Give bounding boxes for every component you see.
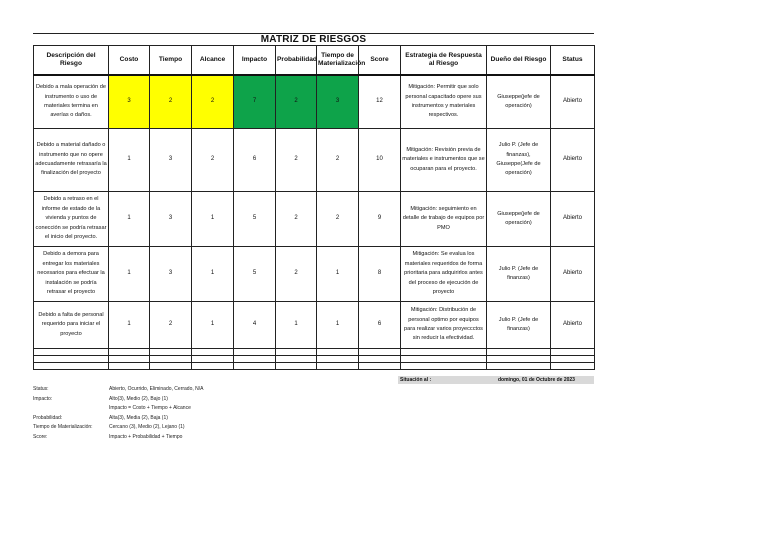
cell-materializacion: 2 (317, 129, 359, 192)
cell-impacto: 7 (234, 75, 276, 129)
table-row (34, 75, 595, 129)
page-title: MATRIZ DE RIESGOS (260, 34, 367, 45)
header-row (34, 46, 595, 76)
cell-tiempo: 3 (150, 247, 192, 302)
cell-impacto: 4 (234, 302, 276, 349)
cell-dueno: Giuseppe(jefe de operación) (487, 75, 551, 129)
cell-score: 10 (359, 129, 401, 192)
cell-descripcion: Debido a mala operación de instrumento o uso de materiales termina en averías o daños. (34, 75, 109, 129)
cell-descripcion: Debido a demora para entregar los materiales necesarios para efectuar la instalación se podría retrasar el proyecto (34, 247, 109, 302)
cell-probabilidad: 2 (276, 247, 317, 302)
cell-dueno: Julio P. (Jefe de finanzas), Giuseppe(Jefe de operación) (487, 129, 551, 192)
cell-impacto: 5 (234, 247, 276, 302)
cell-probabilidad: 1 (276, 302, 317, 349)
cell-dueno: Julio P. (Jefe de finanzas) (487, 302, 551, 349)
situacion-label: Situación al : (400, 377, 432, 383)
cell-costo: 1 (109, 129, 150, 192)
cell-alcance: 1 (192, 247, 234, 302)
cell-probabilidad: 2 (276, 192, 317, 247)
header-dueno: Dueño del Riesgo (487, 46, 551, 76)
cell-materializacion: 2 (317, 192, 359, 247)
cell-tiempo: 3 (150, 129, 192, 192)
cell-materializacion: 1 (317, 302, 359, 349)
cell-dueno: Julio P. (Jefe de finanzas) (487, 247, 551, 302)
cell-costo: 1 (109, 192, 150, 247)
table-row (34, 247, 595, 302)
cell-estrategia: Mitigación: Permitir que solo personal capacitado opere sus instrumentos y materiales respectivos. (401, 75, 487, 129)
cell-status: Abierto (551, 192, 595, 247)
header-estrategia: Estrategia de Respuesta al Riesgo (401, 46, 487, 76)
header-alcance: Alcance (192, 46, 234, 76)
cell-estrategia: Mitigación: Se evalua los materiales requeridos de forma prioritaria para adquirirlos antes del proceso de ejecución de proyecto (401, 247, 487, 302)
situacion-date: domingo, 01 de Octubre de 2023 (498, 377, 575, 383)
table-row (34, 302, 595, 349)
cell-estrategia: Mitigación: Revisión previa de materiales e instrumentos que se ocuparan para el proyecto. (401, 129, 487, 192)
header-materializacion: Tiempo de Materialización (317, 46, 359, 76)
cell-tiempo: 2 (150, 302, 192, 349)
cell-estrategia: Mitigación: Distribución de personal optimo por equipos para realizar varios proyeccctos sin reducir la efectividad. (401, 302, 487, 349)
cell-descripcion: Debido a material dañado o instrumento que no opere adecuadamente retrasaría la finalización del proyecto (34, 129, 109, 192)
cell-impacto: 5 (234, 192, 276, 247)
cell-alcance: 1 (192, 192, 234, 247)
cell-impacto: 6 (234, 129, 276, 192)
header-descripcion: Descripción del Riesgo (34, 46, 109, 76)
cell-score: 6 (359, 302, 401, 349)
header-costo: Costo (109, 46, 150, 76)
cell-status: Abierto (551, 75, 595, 129)
cell-costo: 1 (109, 247, 150, 302)
cell-probabilidad: 2 (276, 129, 317, 192)
cell-costo: 3 (109, 75, 150, 129)
cell-score: 12 (359, 75, 401, 129)
cell-dueno: Giuseppe(jefe de operación) (487, 192, 551, 247)
cell-alcance: 2 (192, 75, 234, 129)
cell-descripcion: Debido a retraso en el informe de estado de la vivienda y puntos de conección se podría retrasar el inicio del proyecto. (34, 192, 109, 247)
cell-materializacion: 3 (317, 75, 359, 129)
situacion-bar (398, 376, 594, 384)
header-score: Score (359, 46, 401, 76)
cell-status: Abierto (551, 129, 595, 192)
cell-estrategia: Mitigación: seguimiento en detalle de trabajo de equipos por PMO (401, 192, 487, 247)
empty-row (34, 349, 595, 356)
cell-status: Abierto (551, 247, 595, 302)
table-row (34, 129, 595, 192)
empty-row (34, 356, 595, 363)
header-probabilidad: Probabilidad (276, 46, 317, 76)
table-row (34, 192, 595, 247)
cell-materializacion: 1 (317, 247, 359, 302)
cell-tiempo: 3 (150, 192, 192, 247)
header-tiempo: Tiempo (150, 46, 192, 76)
cell-descripcion: Debido a falta de personal requerido para iniciar el proyecto (34, 302, 109, 349)
cell-alcance: 2 (192, 129, 234, 192)
header-status: Status (551, 46, 595, 76)
empty-row (34, 363, 595, 370)
header-impacto: Impacto (234, 46, 276, 76)
cell-score: 8 (359, 247, 401, 302)
cell-probabilidad: 2 (276, 75, 317, 129)
cell-costo: 1 (109, 302, 150, 349)
cell-alcance: 1 (192, 302, 234, 349)
risk-matrix-table (33, 45, 595, 370)
cell-score: 9 (359, 192, 401, 247)
cell-tiempo: 2 (150, 75, 192, 129)
cell-status: Abierto (551, 302, 595, 349)
